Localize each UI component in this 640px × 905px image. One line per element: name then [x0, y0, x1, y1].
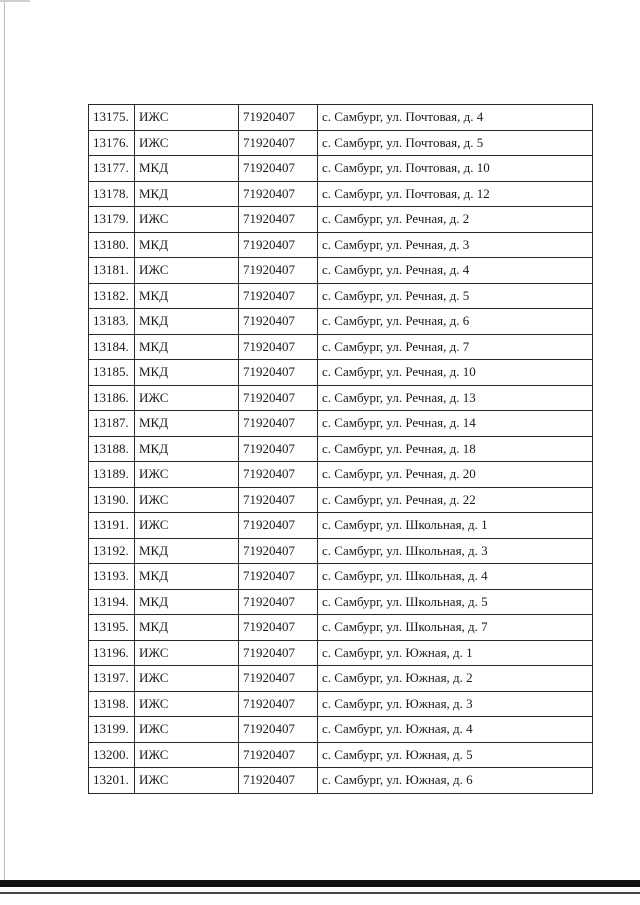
address-cell: с. Самбург, ул. Южная, д. 5 [318, 742, 593, 768]
address-cell: с. Самбург, ул. Речная, д. 2 [318, 207, 593, 233]
building-type-cell: МКД [135, 411, 239, 437]
address-registry-table [88, 104, 593, 794]
building-type-cell: МКД [135, 283, 239, 309]
oktmo-code-cell: 71920407 [239, 309, 318, 335]
building-type-cell: ИЖС [135, 105, 239, 131]
row-number-cell: 13180. [89, 232, 135, 258]
address-cell: с. Самбург, ул. Южная, д. 1 [318, 640, 593, 666]
building-type-cell: ИЖС [135, 666, 239, 692]
row-number-cell: 13183. [89, 309, 135, 335]
building-type-cell: МКД [135, 156, 239, 182]
oktmo-code-cell: 71920407 [239, 487, 318, 513]
oktmo-code-cell: 71920407 [239, 105, 318, 131]
address-cell: с. Самбург, ул. Почтовая, д. 4 [318, 105, 593, 131]
table-row [89, 742, 593, 768]
table-row [89, 385, 593, 411]
address-cell: с. Самбург, ул. Речная, д. 14 [318, 411, 593, 437]
row-number-cell: 13186. [89, 385, 135, 411]
table-row [89, 130, 593, 156]
address-cell: с. Самбург, ул. Речная, д. 3 [318, 232, 593, 258]
building-type-cell: МКД [135, 232, 239, 258]
row-number-cell: 13185. [89, 360, 135, 386]
page-edge-top [0, 0, 30, 2]
oktmo-code-cell: 71920407 [239, 666, 318, 692]
oktmo-code-cell: 71920407 [239, 334, 318, 360]
row-number-cell: 13199. [89, 717, 135, 743]
table-row [89, 640, 593, 666]
table-row [89, 360, 593, 386]
row-number-cell: 13190. [89, 487, 135, 513]
building-type-cell: ИЖС [135, 513, 239, 539]
row-number-cell: 13177. [89, 156, 135, 182]
building-type-cell: ИЖС [135, 258, 239, 284]
building-type-cell: ИЖС [135, 691, 239, 717]
oktmo-code-cell: 71920407 [239, 411, 318, 437]
address-cell: с. Самбург, ул. Речная, д. 4 [318, 258, 593, 284]
table-row [89, 538, 593, 564]
address-cell: с. Самбург, ул. Почтовая, д. 10 [318, 156, 593, 182]
building-type-cell: ИЖС [135, 130, 239, 156]
address-cell: с. Самбург, ул. Южная, д. 6 [318, 768, 593, 794]
row-number-cell: 13188. [89, 436, 135, 462]
table-row [89, 666, 593, 692]
table-row [89, 258, 593, 284]
oktmo-code-cell: 71920407 [239, 513, 318, 539]
address-cell: с. Самбург, ул. Школьная, д. 1 [318, 513, 593, 539]
address-cell: с. Самбург, ул. Речная, д. 7 [318, 334, 593, 360]
row-number-cell: 13194. [89, 589, 135, 615]
row-number-cell: 13191. [89, 513, 135, 539]
address-cell: с. Самбург, ул. Школьная, д. 4 [318, 564, 593, 590]
row-number-cell: 13182. [89, 283, 135, 309]
address-cell: с. Самбург, ул. Речная, д. 10 [318, 360, 593, 386]
address-cell: с. Самбург, ул. Школьная, д. 7 [318, 615, 593, 641]
oktmo-code-cell: 71920407 [239, 564, 318, 590]
building-type-cell: МКД [135, 334, 239, 360]
row-number-cell: 13197. [89, 666, 135, 692]
building-type-cell: МКД [135, 436, 239, 462]
oktmo-code-cell: 71920407 [239, 640, 318, 666]
oktmo-code-cell: 71920407 [239, 156, 318, 182]
table-row [89, 615, 593, 641]
row-number-cell: 13179. [89, 207, 135, 233]
address-cell: с. Самбург, ул. Речная, д. 20 [318, 462, 593, 488]
building-type-cell: ИЖС [135, 462, 239, 488]
building-type-cell: МКД [135, 615, 239, 641]
building-type-cell: ИЖС [135, 742, 239, 768]
building-type-cell: МКД [135, 181, 239, 207]
table-row [89, 105, 593, 131]
building-type-cell: МКД [135, 589, 239, 615]
registry-body [89, 105, 593, 794]
scan-edge-band [0, 880, 640, 905]
row-number-cell: 13175. [89, 105, 135, 131]
oktmo-code-cell: 71920407 [239, 283, 318, 309]
oktmo-code-cell: 71920407 [239, 589, 318, 615]
row-number-cell: 13201. [89, 768, 135, 794]
table-row [89, 156, 593, 182]
building-type-cell: ИЖС [135, 717, 239, 743]
address-cell: с. Самбург, ул. Школьная, д. 5 [318, 589, 593, 615]
oktmo-code-cell: 71920407 [239, 360, 318, 386]
building-type-cell: МКД [135, 360, 239, 386]
address-cell: с. Самбург, ул. Речная, д. 5 [318, 283, 593, 309]
oktmo-code-cell: 71920407 [239, 538, 318, 564]
address-cell: с. Самбург, ул. Почтовая, д. 5 [318, 130, 593, 156]
row-number-cell: 13192. [89, 538, 135, 564]
building-type-cell: МКД [135, 564, 239, 590]
oktmo-code-cell: 71920407 [239, 258, 318, 284]
building-type-cell: ИЖС [135, 768, 239, 794]
address-cell: с. Самбург, ул. Южная, д. 2 [318, 666, 593, 692]
row-number-cell: 13187. [89, 411, 135, 437]
oktmo-code-cell: 71920407 [239, 462, 318, 488]
oktmo-code-cell: 71920407 [239, 181, 318, 207]
oktmo-code-cell: 71920407 [239, 691, 318, 717]
table-row [89, 283, 593, 309]
address-cell: с. Самбург, ул. Школьная, д. 3 [318, 538, 593, 564]
oktmo-code-cell: 71920407 [239, 717, 318, 743]
address-cell: с. Самбург, ул. Южная, д. 3 [318, 691, 593, 717]
building-type-cell: МКД [135, 309, 239, 335]
oktmo-code-cell: 71920407 [239, 130, 318, 156]
oktmo-code-cell: 71920407 [239, 207, 318, 233]
address-cell: с. Самбург, ул. Речная, д. 6 [318, 309, 593, 335]
table-row [89, 309, 593, 335]
oktmo-code-cell: 71920407 [239, 742, 318, 768]
oktmo-code-cell: 71920407 [239, 232, 318, 258]
table-row [89, 462, 593, 488]
page-edge-left [4, 0, 5, 905]
table-row [89, 334, 593, 360]
building-type-cell: МКД [135, 538, 239, 564]
building-type-cell: ИЖС [135, 385, 239, 411]
row-number-cell: 13200. [89, 742, 135, 768]
address-cell: с. Самбург, ул. Речная, д. 18 [318, 436, 593, 462]
building-type-cell: ИЖС [135, 487, 239, 513]
address-cell: с. Самбург, ул. Речная, д. 22 [318, 487, 593, 513]
oktmo-code-cell: 71920407 [239, 615, 318, 641]
row-number-cell: 13196. [89, 640, 135, 666]
oktmo-code-cell: 71920407 [239, 436, 318, 462]
building-type-cell: ИЖС [135, 207, 239, 233]
table-row [89, 411, 593, 437]
row-number-cell: 13198. [89, 691, 135, 717]
row-number-cell: 13176. [89, 130, 135, 156]
table-row [89, 768, 593, 794]
table-row [89, 564, 593, 590]
address-cell: с. Самбург, ул. Южная, д. 4 [318, 717, 593, 743]
table-row [89, 436, 593, 462]
row-number-cell: 13189. [89, 462, 135, 488]
oktmo-code-cell: 71920407 [239, 768, 318, 794]
table-row [89, 181, 593, 207]
table-row [89, 513, 593, 539]
row-number-cell: 13184. [89, 334, 135, 360]
table-row [89, 207, 593, 233]
oktmo-code-cell: 71920407 [239, 385, 318, 411]
table-row [89, 232, 593, 258]
address-cell: с. Самбург, ул. Почтовая, д. 12 [318, 181, 593, 207]
table-row [89, 691, 593, 717]
table-row [89, 487, 593, 513]
row-number-cell: 13178. [89, 181, 135, 207]
table-row [89, 589, 593, 615]
row-number-cell: 13193. [89, 564, 135, 590]
address-cell: с. Самбург, ул. Речная, д. 13 [318, 385, 593, 411]
building-type-cell: ИЖС [135, 640, 239, 666]
row-number-cell: 13195. [89, 615, 135, 641]
table-row [89, 717, 593, 743]
row-number-cell: 13181. [89, 258, 135, 284]
